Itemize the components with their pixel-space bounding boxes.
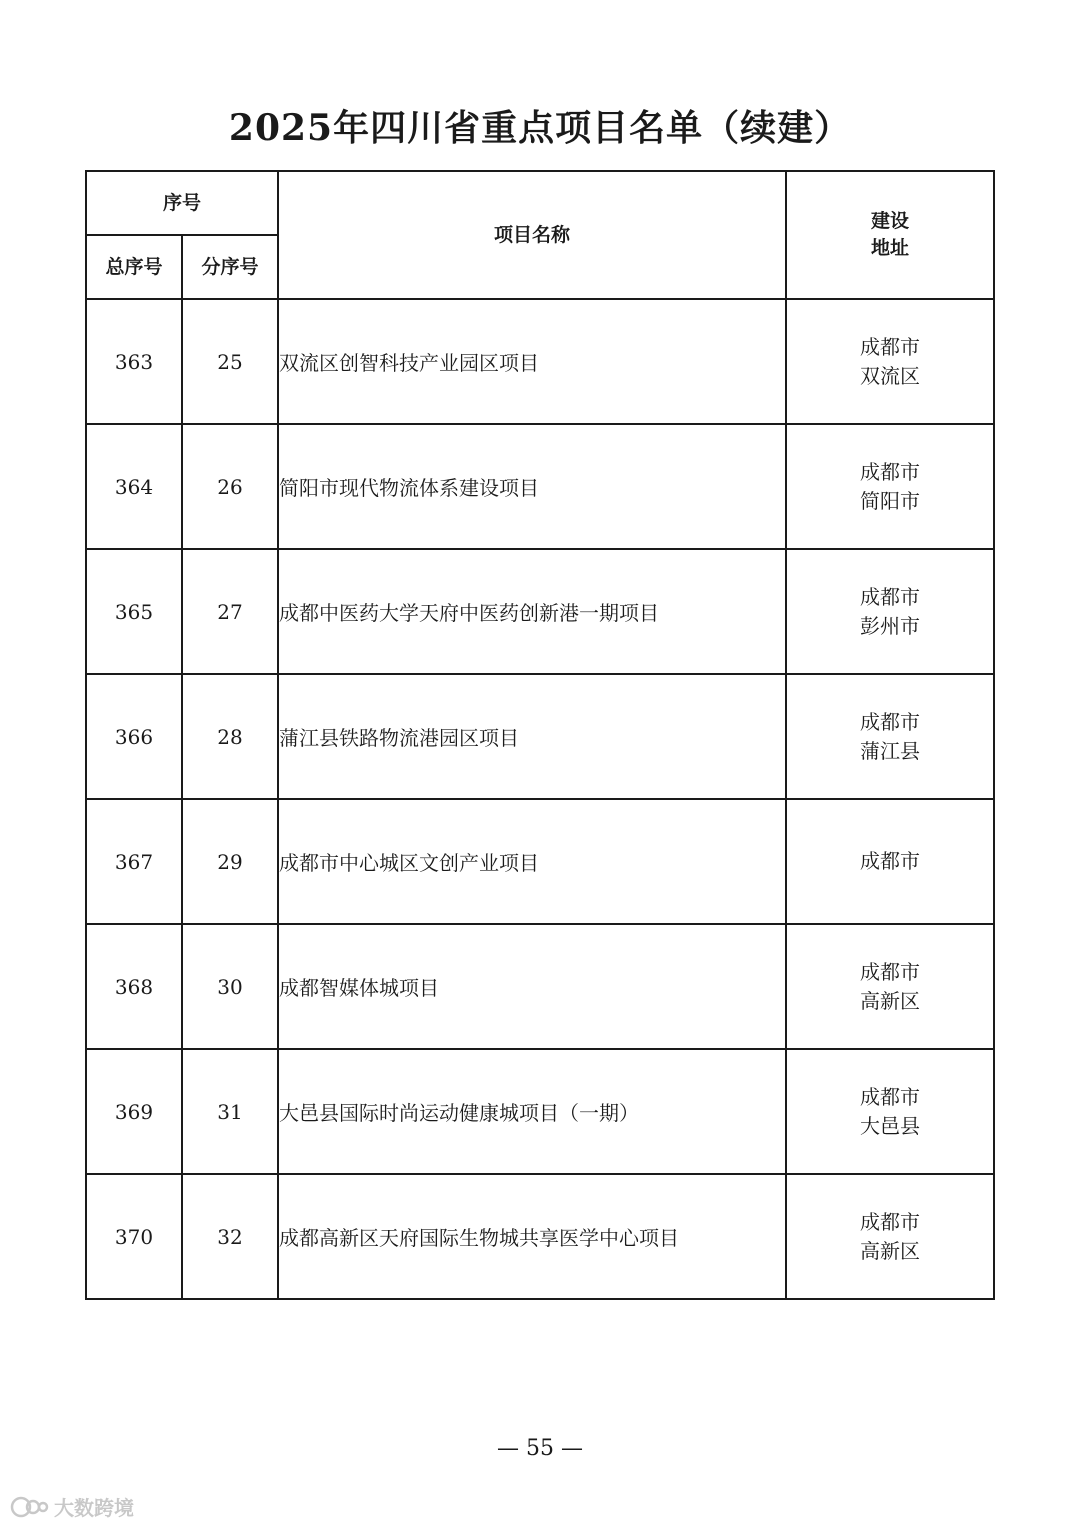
sub-seq-cell: 31 [182, 1049, 278, 1174]
project-name-cell: 成都中医药大学天府中医药创新港一期项目 [278, 549, 786, 674]
total-seq-cell: 363 [86, 299, 182, 424]
table-row [86, 924, 994, 1049]
location-line1: 成都市 [860, 959, 921, 984]
table-row [86, 424, 994, 549]
sub-seq-cell: 28 [182, 674, 278, 799]
sub-seq-cell: 27 [182, 549, 278, 674]
table-row [86, 674, 994, 799]
project-name-cell: 简阳市现代物流体系建设项目 [278, 424, 786, 549]
header-location-line1: 建设 [871, 210, 910, 233]
location-line1: 成都市 [860, 459, 921, 484]
sub-seq-cell: 30 [182, 924, 278, 1049]
location-cell [786, 674, 994, 799]
location-cell [786, 1174, 994, 1299]
project-name-cell: 成都智媒体城项目 [278, 924, 786, 1049]
table-row [86, 1049, 994, 1174]
total-seq-cell: 364 [86, 424, 182, 549]
location-cell [786, 1049, 994, 1174]
project-table [85, 170, 995, 1300]
header-total-seq: 总序号 [86, 235, 182, 299]
location-line1: 成都市 [860, 334, 921, 359]
location-cell [786, 299, 994, 424]
header-sub-seq: 分序号 [182, 235, 278, 299]
watermark-logo-icon [10, 1494, 50, 1520]
total-seq-cell: 369 [86, 1049, 182, 1174]
project-name-cell: 成都高新区天府国际生物城共享医学中心项目 [278, 1174, 786, 1299]
location-line2: 高新区 [860, 988, 921, 1013]
table-row [86, 799, 994, 924]
total-seq-cell: 368 [86, 924, 182, 1049]
location-line1: 成都市 [860, 849, 921, 873]
sub-seq-cell: 26 [182, 424, 278, 549]
header-location-line2: 地址 [871, 237, 910, 259]
total-seq-cell: 367 [86, 799, 182, 924]
location-line2: 高新区 [860, 1238, 921, 1263]
table-row [86, 1174, 994, 1299]
location-cell [786, 924, 994, 1049]
header-location [786, 171, 994, 299]
location-line1: 成都市 [860, 584, 921, 609]
location-line2: 彭州市 [860, 613, 921, 638]
sub-seq-cell: 29 [182, 799, 278, 924]
total-seq-cell: 370 [86, 1174, 182, 1299]
location-line1: 成都市 [860, 1209, 921, 1234]
location-line1: 成都市 [860, 709, 921, 734]
project-name-cell: 成都市中心城区文创产业项目 [278, 799, 786, 924]
project-name-cell: 蒲江县铁路物流港园区项目 [278, 674, 786, 799]
header-seq-group: 序号 [86, 171, 278, 235]
location-cell [786, 424, 994, 549]
location-cell [786, 799, 994, 924]
project-name-cell: 大邑县国际时尚运动健康城项目（一期） [278, 1049, 786, 1174]
table-row [86, 549, 994, 674]
location-line2: 大邑县 [860, 1113, 921, 1138]
page-title: 2025年四川省重点项目名单（续建） [228, 107, 852, 149]
location-line2: 简阳市 [860, 488, 921, 513]
watermark-text: 大数跨境 [54, 1496, 134, 1520]
location-cell [786, 549, 994, 674]
sub-seq-cell: 25 [182, 299, 278, 424]
table-row [86, 299, 994, 424]
header-project-name: 项目名称 [278, 171, 786, 299]
location-line2: 蒲江县 [860, 738, 921, 763]
total-seq-cell: 365 [86, 549, 182, 674]
total-seq-cell: 366 [86, 674, 182, 799]
location-line2: 双流区 [860, 363, 921, 388]
project-name-cell: 双流区创智科技产业园区项目 [278, 299, 786, 424]
page-number: — 55 — [497, 1436, 583, 1461]
sub-seq-cell: 32 [182, 1174, 278, 1299]
watermark [10, 1492, 134, 1521]
location-line1: 成都市 [860, 1084, 921, 1109]
